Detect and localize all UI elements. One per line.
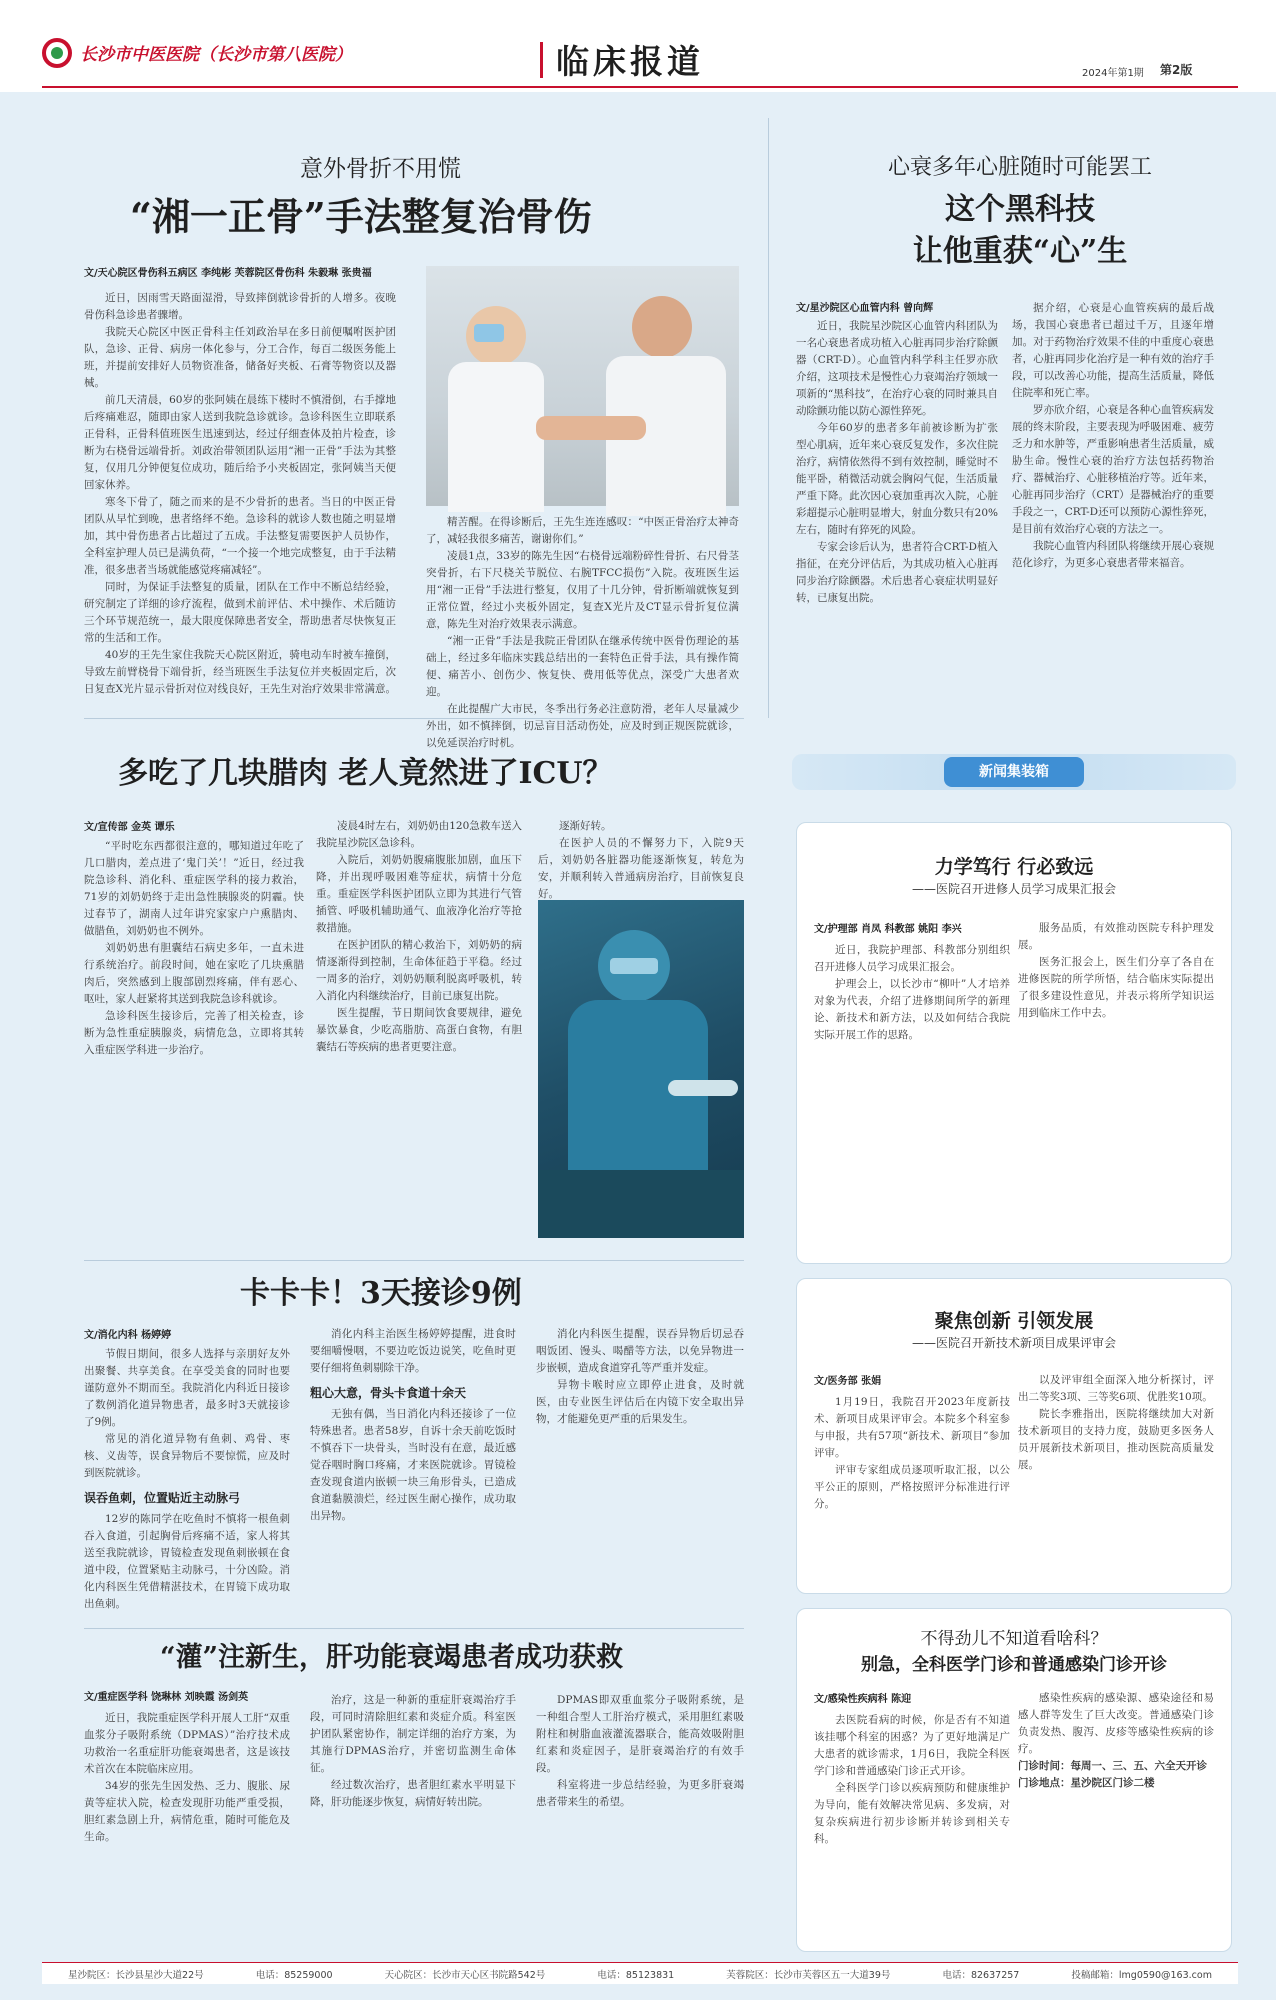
news-item-subtitle: ——医院召开进修人员学习成果汇报会 <box>911 882 1116 896</box>
page-number: 第2版 <box>1160 63 1193 77</box>
news-item-body-col1: 近日，我院护理部、科教部分别组织召开进修人员学习成果汇报会。 护理会上，以长沙市“柳叶”人才培养对象为代表，介绍了进修期间所学的新理论、新技术和新方法，以及如何结合我院实际开展工作的思路。 <box>814 944 1010 1041</box>
footer-email: 投稿邮箱：lmg0590@163.com <box>1071 1969 1212 1981</box>
footer-address: 星沙院区：长沙县星沙大道22号 <box>68 1969 204 1981</box>
news-item-byline: 文/医务部 张娟 <box>814 1376 882 1387</box>
section-divider <box>84 1260 744 1261</box>
masthead-rule <box>42 86 1238 88</box>
article-byline: 文/天心院区骨伤科五病区 李纯彬 芙蓉院区骨伤科 朱毅琳 张贵福 <box>84 268 372 279</box>
news-item-title: 聚焦创新 引领发展 <box>934 1310 1094 1332</box>
newsbox-header: 新闻集装箱 <box>944 757 1084 787</box>
article3-body-col3: 逐渐好转。 在医护人员的不懈努力下，入院9天后，刘奶奶各脏器功能逐渐恢复，转危为安，并顺利转入普通病房治疗，目前恢复良好。 <box>538 820 744 900</box>
news-item-body-col2: 以及评审组全面深入地分析探讨，评出二等奖3项、三等奖6项、优胜奖10项。 院长李雅指出，医院将继续加大对新技术新项目的支持力度，鼓励更多医务人员开展新技术新项目，推动医院高质量发展。 <box>1018 1374 1214 1471</box>
news-item-body-col2: 服务品质，有效推动医院专科护理发展。 医务汇报会上，医生们分享了各自在进修医院的所学所悟，结合临床实际提出了很多建设性意见，并表示将所学知识运用到临床工作中去。 <box>1018 922 1214 1019</box>
article3-body-col1: “平时吃东西都很注意的，哪知道过年吃了几口腊肉，差点进了‘鬼门关’！”近日，经过我院急诊科、消化科、重症医学科的接力救治，71岁的刘奶奶终于走出急性胰腺炎的阴霾。快过春节了，湖南人过年讲究家家户户熏腊肉、做腊鱼，刘奶奶也不例外。 刘奶奶患有胆囊结石病史多年，一直未进行系统治疗。前段时间，她在家吃了几块熏腊肉后，突然感到上腹部剧烈疼痛，伴有恶心、呕吐，家人赶紧将其送到我院急诊科就诊。 急诊科医生接诊后，完善了相关检查，诊断为急性重症胰腺炎，病情危急，立即将其转入重症医学科进一步治疗。 <box>84 840 304 1056</box>
article-body-col1: 近日，因雨雪天路面湿滑，导致摔倒就诊骨折的人增多。夜晚骨伤科急诊患者骤增。 我院天心院区中医正骨科主任刘政治早在多日前便嘱咐医护团队，急诊、正骨、病房一体化参与，分工合作，每百二级医务能上班，并提前安排好人员物资准备，储备好夹板、石膏等物资以及器械。 前几天清晨，60岁的张阿姨在晨练下楼时不慎滑倒，右手撑地后疼痛难忍，随即由家人送到我院急诊就诊。急诊科医生立即联系正骨科，正骨科值班医生迅速到达，经过仔细查体及拍片检查，诊断为右桡骨远端骨折。刘政治带领团队运用“湘一正骨”手法为其整复，仅用几分钟便复位成功，随后给予小夹板固定，张阿姨当天便回家休养。 寒冬下骨了，随之而来的是不少骨折的患者。当日的中医正骨团队从早忙到晚，患者络绎不绝。急诊科的就诊人数也随之明显增加，其中骨伤患者占比超过了五成。手法整复需要医护人员协作，全科室护理人员已是满负荷，“一个接一个地完成整复，由于手法精准，很多患者当场就能感觉疼痛减轻”。 同时，为保证手法整复的质量，团队在工作中不断总结经验，研究制定了详细的诊疗流程，做到术前评估、术中操作、术后随访三个环节规范统一，最大限度保障患者安全，帮助患者尽快恢复正常的生活和工作。 40岁的王先生家住我院天心院区附近，骑电动车时被车撞倒，导致左前臂桡骨下端骨折，经当班医生手法复位并夹板固定后，次日复查X光片显示骨折对位对线良好，王先生对治疗效果非常满意。 <box>84 292 396 695</box>
news-item-title-line1: 不得劲儿不知道看啥科？ <box>920 1629 1108 1649</box>
article-kicker: 意外骨折不用慌 <box>300 156 461 182</box>
news-item-body-col1: 1月19日，我院召开2023年度新技术、新项目成果评审会。本院多个科室参与申报，共有57项“新技术、新项目”参加评审。 评审专家组成员逐项听取汇报，以公平公正的原则，严格按照评分标准进行评分。 <box>814 1396 1010 1510</box>
article2-title-line1: 心衰多年心脏随时可能罢工 <box>887 155 1152 180</box>
section-divider <box>84 718 744 719</box>
section-divider <box>84 1628 744 1629</box>
footer-phone: 电话：82637257 <box>942 1969 1020 1981</box>
article4-body-col3: 消化内科医生提醒，误吞异物后切忌吞咽饭团、馒头、喝醋等方法，以免异物进一步嵌顿，造成食道穿孔等严重并发症。 异物卡喉时应立即停止进食，及时就医，由专业医生评估后在内镜下安全取出异物，才能避免更严重的后果发生。 <box>536 1328 744 1425</box>
article4-byline: 文/消化内科 杨婷婷 <box>84 1330 172 1341</box>
article5-body-col1: 近日，我院重症医学科开展人工肝“双重血浆分子吸附系统（DPMAS）”治疗技术成功救治一名重症肝功能衰竭患者，这是该技术首次在本院临床应用。 34岁的张先生因发热、乏力、腹胀、尿黄等症状入院，检查发现肝功能严重受损，胆红素急剧上升，病情危重，随时可能危及生命。 <box>84 1712 290 1843</box>
hospital-logo-icon <box>42 38 72 68</box>
section-title: 临床报道 <box>556 42 704 81</box>
article4-body-col2: 消化内科主治医生杨婷婷提醒，进食时要细嚼慢咽，不要边吃饭边说笑，吃鱼时更要仔细将鱼刺剔除干净。 粗心大意，骨头卡食道十余天 无独有偶，当日消化内科还接诊了一位特殊患者。患者58岁，自诉十余天前吃饭时不慎吞下一块骨头，当时没有在意，最近感觉吞咽时胸口疼痛，才来医院就诊。胃镜检查发现食道内嵌顿一块三角形骨头，已造成食道黏膜溃烂，经过医生耐心操作，成功取出异物。 <box>310 1328 516 1522</box>
issue-number: 2024年第1期 <box>1082 68 1144 79</box>
article-title: “湘一正骨”手法整复治骨伤 <box>130 194 592 239</box>
masthead-divider <box>540 42 543 78</box>
news-item-byline: 文/护理部 肖凤 科教部 姚阳 李兴 <box>814 924 962 935</box>
article4-subhead: 误吞鱼刺，位置贴近主动脉弓 <box>84 1491 241 1505</box>
article5-byline: 文/重症医学科 饶琳林 刘映霞 汤剑英 <box>84 1692 249 1703</box>
article2-title-line3: 让他重获“心”生 <box>912 234 1128 269</box>
article3-byline: 文/宣传部 金英 谭乐 <box>84 822 175 833</box>
clinic-location: 门诊地点：星沙院区门诊二楼 <box>1018 1777 1155 1789</box>
hospital-logo-text: 长沙市中医医院（长沙市第八医院） <box>80 45 352 65</box>
clinic-hours: 门诊时间：每周一、三、五、六全天开诊 <box>1018 1760 1207 1772</box>
news-item-subtitle: ——医院召开新技术新项目成果评审会 <box>911 1336 1116 1350</box>
icu-surgery-photo <box>538 900 744 1238</box>
footer <box>42 1962 1238 1984</box>
article5-body-col3: DPMAS即双重血浆分子吸附系统，是一种组合型人工肝治疗模式，采用胆红素吸附柱和树脂血液灌流器联合，能高效吸附胆红素和炎症因子，是肝衰竭治疗的有效手段。 科室将进一步总结经验，为更多肝衰竭患者带来生的希望。 <box>536 1694 744 1808</box>
article4-title: 卡卡卡！3天接诊9例 <box>240 1276 522 1311</box>
news-item-body-col1: 去医院看病的时候，你是否有不知道该挂哪个科室的困惑？为了更好地满足广大患者的就诊需求，1月6日，我院全科医学门诊和普通感染门诊正式开诊。 全科医学门诊以疾病预防和健康维护为导向，能有效解决常见病、多发病，对复杂疾病进行初步诊断并转诊到相关专科。 <box>814 1714 1010 1845</box>
article5-body-col2: 治疗，这是一种新的重症肝衰竭治疗手段，可同时清除胆红素和炎症介质。科室医护团队紧密协作，制定详细的治疗方案，为其施行DPMAS治疗，并密切监测生命体征。 经过数次治疗，患者胆红素水平明显下降，肝功能逐步恢复，病情好转出院。 <box>310 1694 516 1808</box>
article5-title: “灌”注新生，肝功能衰竭患者成功获救 <box>160 1642 624 1673</box>
article3-body-col2: 凌晨4时左右，刘奶奶由120急救车送入我院星沙院区急诊科。 入院后，刘奶奶腹痛腹胀加剧，血压下降，并出现呼吸困难等症状，病情十分危重。重症医学科医护团队立即为其进行气管插管、呼吸机辅助通气、血液净化治疗等抢救措施。 在医护团队的精心救治下，刘奶奶的病情逐渐得到控制，生命体征趋于平稳。经过一周多的治疗，刘奶奶顺利脱离呼吸机，转入消化内科继续治疗，目前已康复出院。 医生提醒，节日期间饮食要规律，避免暴饮暴食，少吃高脂肪、高蛋白食物，有胆囊结石等疾病的患者更要注意。 <box>316 820 522 1053</box>
article4-subhead2: 粗心大意，骨头卡食道十余天 <box>310 1386 467 1400</box>
news-item-title-line2: 别急，全科医学门诊和普通感染门诊开诊 <box>861 1655 1167 1675</box>
news-item-body-col2: 感染性疾病的感染源、感染途径和易感人群等发生了巨大改变。普通感染门诊负责发热、腹泻、皮疹等感染性疾病的诊疗。 门诊时间：每周一、三、五、六全天开诊 门诊地点：星沙院区门诊二楼 <box>1018 1690 1214 1940</box>
article2-byline: 文/星沙院区心血管内科 曾向辉 <box>796 303 934 314</box>
bone-setting-photo <box>426 266 739 506</box>
news-item-title: 力学笃行 行必致远 <box>934 856 1094 878</box>
article3-title: 多吃了几块腊肉 老人竟然进了ICU？ <box>118 756 613 791</box>
footer-phone: 电话：85259000 <box>255 1969 333 1981</box>
article2-title-line2: 这个黑科技 <box>945 192 1095 227</box>
article2-body-col1: 近日，我院星沙院区心血管内科团队为一名心衰患者成功植入心脏再同步治疗除颤器（CRT-D）。心血管内科学科主任罗亦欣介绍，这项技术是慢性心力衰竭治疗领域一项新的“黑科技”，在治疗心衰的同时兼具自动除颤功能以防心源性猝死。 今年60岁的患者多年前被诊断为扩张型心肌病，近年来心衰反复发作，多次住院治疗，病情依然得不到有效控制，睡觉时不能平卧，稍微活动就会胸闷气促，生活质量严重下降。此次因心衰加重再次入院，心脏彩超提示心脏明显增大，射血分数只有20%左右，随时有猝死的风险。 专家会诊后认为，患者符合CRT-D植入指征，在充分评估后，为其成功植入心脏再同步治疗除颤器。术后患者心衰症状明显好转，已康复出院。 <box>796 320 998 604</box>
article4-body-col1: 节假日期间，很多人选择与亲朋好友外出聚餐、共享美食。在享受美食的同时也要谨防意外不期而至。我院消化内科近日接诊了数例消化道异物患者，最多时3天就接诊了9例。 常见的消化道异物有鱼刺、鸡骨、枣核、义齿等，误食异物后不要惊慌，应及时到医院就诊。 误吞鱼刺，位置贴近主动脉弓 12岁的陈同学在吃鱼时不慎将一根鱼刺吞入食道，引起胸骨后疼痛不适，家人将其送至我院就诊，胃镜检查发现鱼刺嵌顿在食道中段，位置紧贴主动脉弓，十分凶险。消化内科医生凭借精湛技术，在胃镜下成功取出鱼刺。 <box>84 1348 290 1610</box>
footer-phone: 电话：85123831 <box>597 1969 675 1981</box>
article-body-col2: 精苦醒。在得诊断后，王先生连连感叹：“中医正骨治疗太神奇了，减轻我很多痛苦，谢谢你们。” 凌晨1点，33岁的陈先生因“右桡骨远端粉碎性骨折、右尺骨茎突骨折，右下尺桡关节脱位、右腕TFCC损伤”入院。夜班医生运用“湘一正骨”手法进行整复，仅用了十几分钟，骨折断端就恢复到正常位置，经过小夹板外固定，复查X光片及CT显示骨折复位满意，陈先生对治疗效果表示满意。 “湘一正骨”手法是我院正骨团队在继承传统中医骨伤理论的基础上，经过多年临床实践总结出的一套特色正骨手法，具有操作简便、痛苦小、创伤少、恢复快、费用低等优点，深受广大患者欢迎。 在此提醒广大市民，冬季出行务必注意防滑，老年人尽量减少外出，如不慎摔倒，切忌盲目活动伤处，应及时到正规医院就诊，以免延误治疗时机。 <box>426 516 739 749</box>
news-item-byline: 文/感染性疾病科 陈迎 <box>814 1694 912 1705</box>
article2-body-col2: 据介绍，心衰是心血管疾病的最后战场，我国心衰患者已超过千万，且逐年增加。对于药物治疗效果不佳的中重度心衰患者，心脏再同步化治疗是一种有效的治疗手段，可以改善心功能，提高生活质量，降低住院率和死亡率。 罗亦欣介绍，心衰是各种心血管疾病发展的终末阶段，主要表现为呼吸困难、疲劳乏力和水肿等，严重影响患者生活质量，威胁生命。慢性心衰的治疗方法包括药物治疗、器械治疗、心脏移植治疗等。近年来，心脏再同步治疗（CRT）是器械治疗的重要手段之一，CRT-D还可以预防心源性猝死，是目前有效治疗心衰的方法之一。 我院心血管内科团队将继续开展心衰规范化诊疗，为更多心衰患者带来福音。 <box>1012 302 1214 569</box>
column-divider <box>768 118 769 718</box>
footer-address: 芙蓉院区：长沙市芙蓉区五一大道39号 <box>726 1969 891 1981</box>
masthead <box>0 0 1276 92</box>
footer-address: 天心院区：长沙市天心区书院路542号 <box>384 1969 546 1981</box>
